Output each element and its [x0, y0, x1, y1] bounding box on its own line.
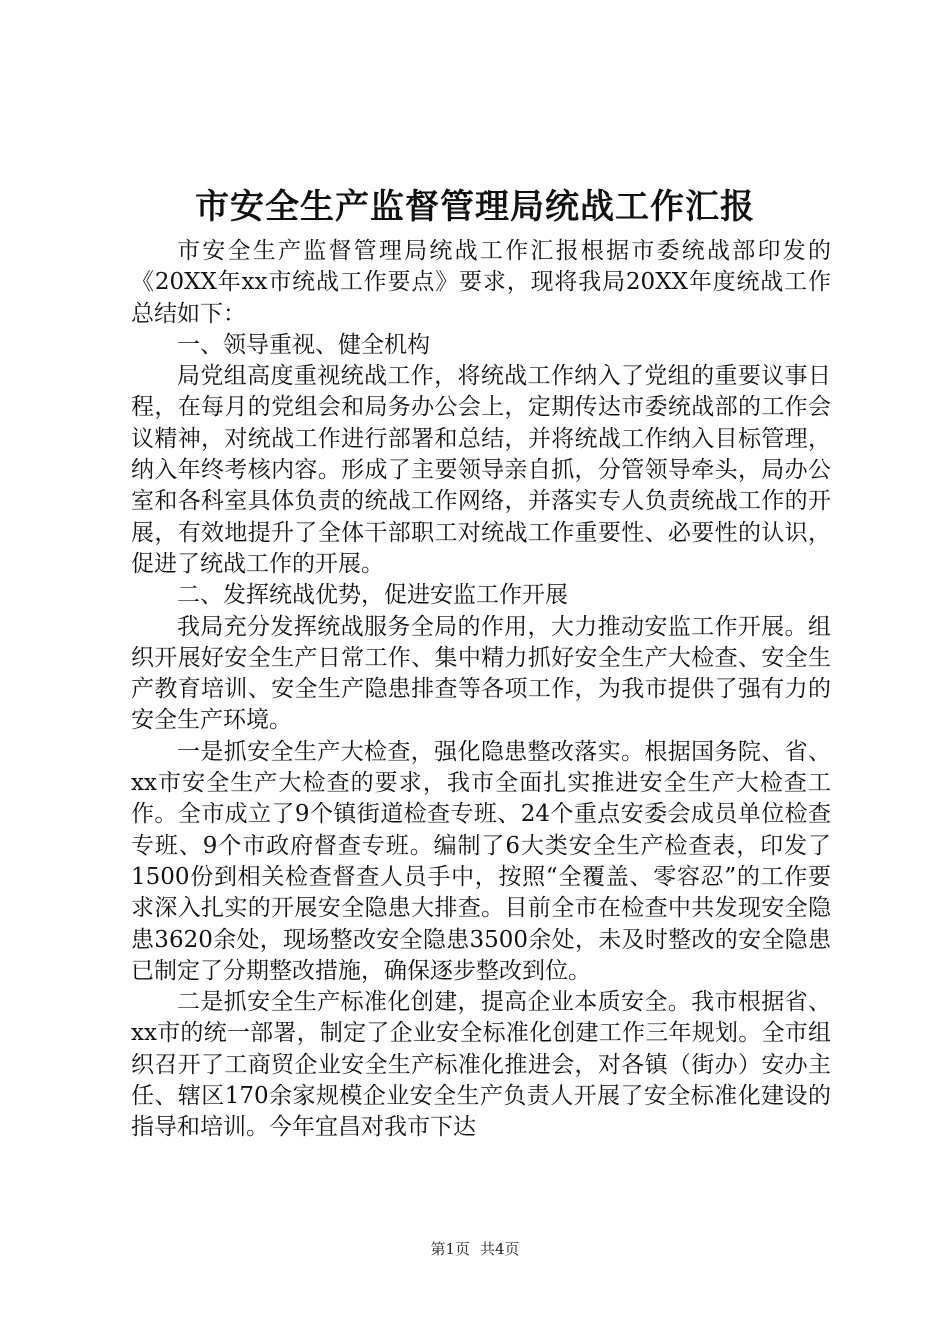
paragraph-section-1: 局党组高度重视统战工作，将统战工作纳入了党组的重要议事日程，在每月的党组会和局务办公会上，定期传达市委统战部的工作会议精神，对统战工作进行部署和总结，并将统战工作纳入目标管理，纳入年终考核内容。形成了主要领导亲自抓，分管领导牵头，局办公室和各科室具体负责的统战工作网络，并落实专人负责统战工作的开展，有效地提升了全体干部职工对统战工作重要性、必要性的认识，促进了统战工作的开展。	[131, 363, 831, 577]
page-total: 共4页	[480, 1240, 520, 1258]
document-title: 市安全生产监督管理局统战工作汇报	[195, 187, 755, 227]
paragraph-standardization: 二是抓安全生产标准化创建，提高企业本质安全。我市根据省、xx市的统一部署，制定了企业安全标准化创建工作三年规划。全市组织召开了工商贸企业安全生产标准化推进会，对各镇（街办）安办主任、辖区170余家规模企业安全生产负责人开展了安全标准化建设的指导和培训。今年宜昌对我市下达	[131, 989, 831, 1141]
section-heading-1: 一、领导重视、健全机构	[177, 331, 430, 358]
page-number: 第1页	[430, 1240, 470, 1258]
paragraph-inspection: 一是抓安全生产大检查，强化隐患整改落实。根据国务院、省、xx市安全生产大检查的要求，我市全面扎实推进安全生产大检查工作。全市成立了9个镇街道检查专班、24个重点安委会成员单位检查专班、9个市政府督查专班。编制了6大类安全生产检查表，印发了1500份到相关检查督查人员手中，按照“全覆盖、零容忍”的工作要求深入扎实的开展安全隐患大排查。目前全市在检查中共发现安全隐患3620余处，现场整改安全隐患3500余处，未及时整改的安全隐患已制定了分期整改措施，确保逐步整改到位。	[131, 738, 831, 984]
paragraph-section-2: 我局充分发挥统战服务全局的作用，大力推动安监工作开展。组织开展好安全生产日常工作、集中精力抓好安全生产大检查、安全生产教育培训、安全生产隐患排查等各项工作，为我市提供了强有力的安全生产环境。	[131, 613, 831, 734]
page-footer	[0, 1238, 950, 1260]
paragraph-intro: 市安全生产监督管理局统战工作汇报根据市委统战部印发的《20XX年xx市统战工作要点》要求，现将我局20XX年度统战工作总结如下：	[131, 238, 831, 327]
section-heading-2: 二、发挥统战优势，促进安监工作开展	[177, 582, 568, 609]
document-body	[131, 236, 831, 1144]
